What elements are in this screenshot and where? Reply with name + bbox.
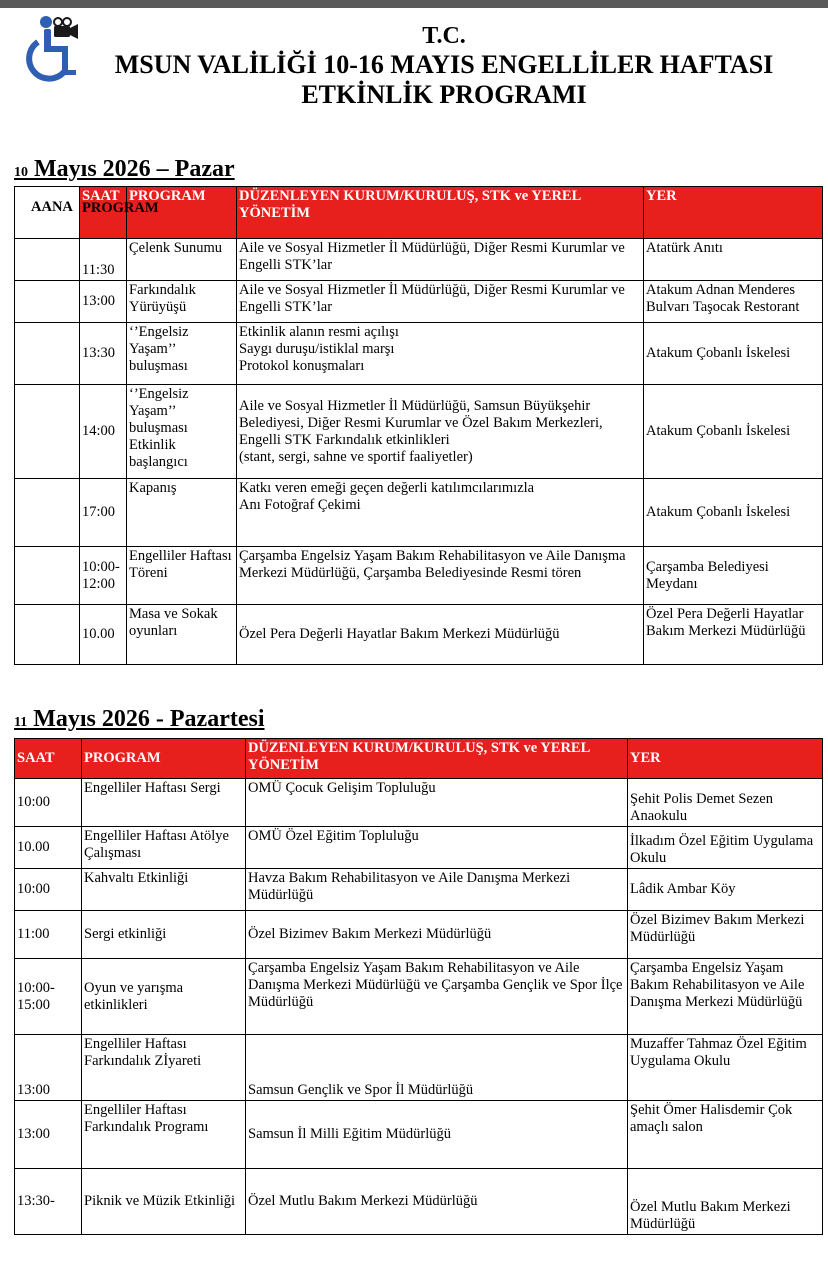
place-cell: Atakum Çobanlı İskelesi [644,385,823,479]
organizer-cell: Çarşamba Engelsiz Yaşam Bakım Rehabilitasyon ve Aile Danışma Merkezi Müdürlüğü ve Çarşamba Gençlik ve Spor İlçe Müdürlüğü [246,959,628,1035]
day1-schedule-table [14,186,823,665]
organizer-cell: Samsun İl Milli Eğitim Müdürlüğü [246,1101,628,1169]
header-line-tc: T.C. [422,23,466,49]
day1-header-saat: SAAT PROGRAM [80,187,127,239]
table-row [15,1035,823,1101]
place-cell: Atakum Adnan Menderes Bulvarı Taşocak Restorant [644,281,823,323]
table-row [15,239,823,281]
table-row [15,827,823,869]
place-cell: Çarşamba Belediyesi Meydanı [644,547,823,605]
place-cell: Özel Pera Değerli Hayatlar Bakım Merkezi Müdürlüğü [644,605,823,665]
program-cell: Oyun ve yarışma etkinlikleri [82,959,246,1035]
table-row [15,1101,823,1169]
time-cell: 10:00 [15,869,82,911]
day1-header-organizer: DÜZENLEYEN KURUM/KURULUŞ, STK ve YEREL YÖNETİM [237,187,644,239]
place-cell: Çarşamba Engelsiz Yaşam Bakım Rehabilitasyon ve Aile Danışma Merkezi Müdürlüğü [628,959,823,1035]
table-row [15,959,823,1035]
table-row [15,385,823,479]
table-row [15,323,823,385]
blank-cell [15,547,80,605]
place-cell: Şehit Ömer Halisdemir Çok amaçlı salon [628,1101,823,1169]
time-cell: 11:30 [80,239,127,281]
organizer-cell: Özel Mutlu Bakım Merkezi Müdürlüğü [246,1169,628,1235]
organizer-cell: Etkinlik alanın resmi açılışı Saygı duruşu/istiklal marşı Protokol konuşmaları [237,323,644,385]
program-cell: Engelliler Haftası Farkındalık Programı [82,1101,246,1169]
time-cell: 13:00 [15,1035,82,1101]
program-cell: Engelliler Haftası Töreni [127,547,237,605]
place-cell: Atatürk Anıtı [644,239,823,281]
day1-header-program: PROGRAM [127,187,237,239]
organizer-cell: Aile ve Sosyal Hizmetler İl Müdürlüğü, Samsun Büyükşehir Belediyesi, Diğer Resmi Kurumlar ve Özel Bakım Merkezleri, Engelli STK Farkındalık etkinlikleri (stant, sergi, sahne ve sportif faaliyetler) [237,385,644,479]
organizer-cell: Katkı veren emeği geçen değerli katılımcılarımızla Anı Fotoğraf Çekimi [237,479,644,547]
header-line-subtitle: ETKİNLİK PROGRAMI [301,80,587,109]
program-cell: Kapanış [127,479,237,547]
organizer-cell: Havza Bakım Rehabilitasyon ve Aile Danışma Merkezi Müdürlüğü [246,869,628,911]
time-cell: 10:00- 12:00 [80,547,127,605]
organizer-cell: Samsun Gençlik ve Spor İl Müdürlüğü [246,1035,628,1101]
day1-header-row [15,187,823,239]
table-row [15,547,823,605]
day2-header-place: YER [628,739,823,779]
place-cell: Atakum Çobanlı İskelesi [644,323,823,385]
day1-title [14,156,235,183]
time-cell: 13:00 [15,1101,82,1169]
program-cell: Sergi etkinliği [82,911,246,959]
program-cell: Farkındalık Yürüyüşü [127,281,237,323]
program-cell: Engelliler Haftası Farkındalık Zİyareti [82,1035,246,1101]
blank-cell [15,239,80,281]
program-cell: ‘’Engelsiz Yaşam’’ buluşması [127,323,237,385]
time-cell: 14:00 [80,385,127,479]
table-row [15,605,823,665]
day1-header-program-overlap: PROGRAM [82,200,159,216]
time-cell: 17:00 [80,479,127,547]
organizer-cell: OMÜ Çocuk Gelişim Topluluğu [246,779,628,827]
day2-header-organizer: DÜZENLEYEN KURUM/KURULUŞ, STK ve YEREL YÖNETİM [246,739,628,779]
day2-header-row [15,739,823,779]
program-cell: Engelliler Haftası Atölye Çalışması [82,827,246,869]
place-cell: Atakum Çobanlı İskelesi [644,479,823,547]
blank-cell [15,479,80,547]
day1-header-place: YER [644,187,823,239]
day1-header-aana: AANA [15,187,80,239]
day2-title [14,706,265,733]
blank-cell [15,323,80,385]
table-row [15,911,823,959]
time-cell: 10.00 [80,605,127,665]
day2-title-text: Mayıs 2026 - Pazartesi [27,706,265,732]
organizer-cell: Aile ve Sosyal Hizmetler İl Müdürlüğü, Diğer Resmi Kurumlar ve Engelli STK’lar [237,239,644,281]
table-row [15,479,823,547]
time-cell: 13:30 [80,323,127,385]
day2-header-saat: SAAT [15,739,82,779]
day2-schedule-table [14,738,823,1235]
program-cell: Engelliler Haftası Sergi [82,779,246,827]
time-cell: 11:00 [15,911,82,959]
program-cell: ‘’Engelsiz Yaşam’’ buluşması Etkinlik başlangıcı [127,385,237,479]
time-cell: 13:30- [15,1169,82,1235]
table-row [15,779,823,827]
time-cell: 13:00 [80,281,127,323]
place-cell: Muzaffer Tahmaz Özel Eğitim Uygulama Okulu [628,1035,823,1101]
table-row [15,1169,823,1235]
program-cell: Masa ve Sokak oyunları [127,605,237,665]
day2-header-program: PROGRAM [82,739,246,779]
program-cell: Çelenk Sunumu [127,239,237,281]
top-bar [0,0,828,8]
organizer-cell: Aile ve Sosyal Hizmetler İl Müdürlüğü, Diğer Resmi Kurumlar ve Engelli STK’lar [237,281,644,323]
blank-cell [15,385,80,479]
organizer-cell: Özel Bizimev Bakım Merkezi Müdürlüğü [246,911,628,959]
place-cell: Şehit Polis Demet Sezen Anaokulu [628,779,823,827]
table-row [15,869,823,911]
blank-cell [15,605,80,665]
program-cell: Kahvaltı Etkinliği [82,869,246,911]
organizer-cell: Çarşamba Engelsiz Yaşam Bakım Rehabilitasyon ve Aile Danışma Merkezi Müdürlüğü, Çarşamba Belediyesinde Resmi tören [237,547,644,605]
time-cell: 10:00 [15,779,82,827]
place-cell: İlkadım Özel Eğitim Uygulama Okulu [628,827,823,869]
organizer-cell: Özel Pera Değerli Hayatlar Bakım Merkezi Müdürlüğü [237,605,644,665]
document-header [60,20,828,110]
blank-cell [15,281,80,323]
table-row [15,281,823,323]
program-cell: Piknik ve Müzik Etkinliği [82,1169,246,1235]
day1-title-num: 10 [14,165,28,180]
time-cell: 10:00- 15:00 [15,959,82,1035]
organizer-cell: OMÜ Özel Eğitim Topluluğu [246,827,628,869]
place-cell: Özel Mutlu Bakım Merkezi Müdürlüğü [628,1169,823,1235]
day1-title-text: Mayıs 2026 – Pazar [28,156,235,182]
day2-title-num: 11 [14,715,28,730]
place-cell: Özel Bizimev Bakım Merkezi Müdürlüğü [628,911,823,959]
header-line-title: MSUN VALİLİĞİ 10-16 MAYIS ENGELLİLER HAFTASI [114,50,774,79]
time-cell: 10.00 [15,827,82,869]
place-cell: Lâdik Ambar Köy [628,869,823,911]
